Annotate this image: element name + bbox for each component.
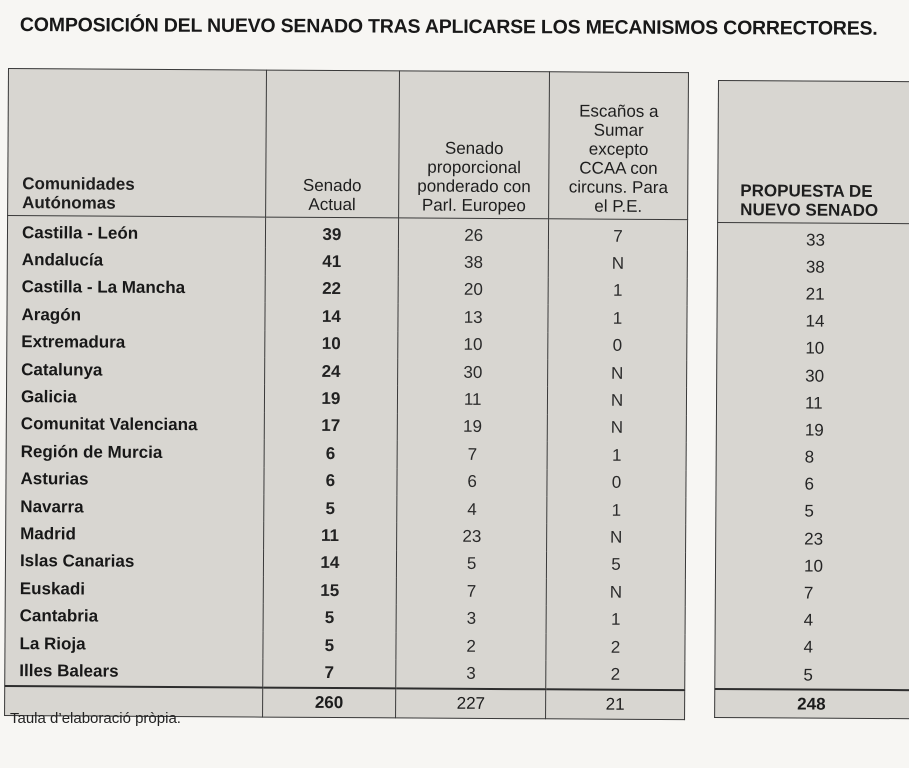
cell-escanos-a-sumar: 1 [548,277,687,305]
header-line: Parl. Europeo [421,195,526,216]
cell-propuesta: 38 [717,253,909,281]
cell-senado-proporcional: 4 [397,495,547,523]
header-line: Actual [308,194,356,215]
proposal-header [718,81,909,224]
table-row [7,216,687,251]
header-line: Senado [302,175,362,196]
cell-senado-actual: 15 [263,577,397,605]
proposal-row [716,471,909,499]
cell-escanos-a-sumar: 1 [546,606,685,634]
proposal-total: 248 [715,689,909,719]
cell-propuesta: 33 [717,223,909,255]
proposal-header-row [718,81,909,224]
header-senado-proporcional [399,71,550,219]
proposal-row [716,443,909,471]
cell-senado-proporcional: 26 [399,218,549,250]
cell-propuesta: 4 [715,634,909,662]
cell-comunidad: Galicia [6,383,264,412]
table-body [5,216,688,690]
cell-propuesta: 7 [715,579,909,607]
proposal-row [717,308,909,336]
table-row [6,493,686,525]
cell-senado-proporcional: 23 [397,523,547,551]
table-row [6,383,686,415]
source-note: Taula d’elaboració pròpia. [10,710,181,727]
header-line: Sumar [593,120,644,140]
cell-comunidad: Cantabria [5,602,263,631]
cell-senado-proporcional: 7 [397,577,547,605]
header-line: CCAA con [579,158,658,178]
proposal-header-line: NUEVO SENADO [740,200,879,220]
cell-senado-actual: 6 [263,467,397,495]
cell-senado-actual: 5 [262,631,396,659]
table-row [5,575,685,607]
header-line: Comunidades [22,174,135,194]
proposal-row [716,498,909,526]
header-line: Autónomas [22,193,116,213]
cell-escanos-a-sumar: 1 [547,441,686,469]
cell-comunidad: Navarra [6,493,264,522]
cell-senado-proporcional: 38 [399,249,549,277]
proposal-row [717,280,909,308]
total-escanos-a-sumar: 21 [546,689,685,719]
header-line: Senado [444,138,504,159]
cell-escanos-a-sumar: N [548,359,687,387]
header-senado-actual [265,70,400,218]
header-line: proporcional [427,157,521,178]
proposal-row [715,579,909,607]
cell-senado-actual: 11 [263,522,397,550]
cell-escanos-a-sumar: N [548,250,687,278]
cell-propuesta: 11 [716,389,909,417]
cell-comunidad: Región de Murcia [6,438,264,467]
proposal-row [716,525,909,553]
cell-comunidad: Euskadi [5,575,263,604]
proposal-total-row [715,689,909,719]
cell-propuesta: 21 [717,280,909,308]
proposal-row [715,661,909,690]
cell-escanos-a-sumar: N [548,387,687,415]
table-row [5,548,685,580]
cell-propuesta: 4 [715,607,909,635]
proposal-row [715,552,909,580]
cell-senado-proporcional: 11 [398,386,548,414]
proposal-row [716,389,909,417]
table-row [6,466,686,498]
table-row [6,520,686,552]
cell-propuesta: 8 [716,443,909,471]
proposal-row [717,223,909,255]
cell-escanos-a-sumar: 2 [546,661,685,690]
cell-senado-actual: 39 [265,217,399,249]
cell-propuesta: 14 [717,308,909,336]
cell-comunidad: Extremadura [7,329,265,358]
cell-comunidad: Asturias [6,466,264,495]
cell-escanos-a-sumar: 7 [549,219,688,251]
cell-senado-proporcional: 3 [396,660,546,689]
header-line: excepto [588,139,649,159]
cell-senado-proporcional: 10 [398,331,548,359]
header-line: el P.E. [594,196,643,216]
proposal-row [715,607,909,635]
cell-escanos-a-sumar: N [546,578,685,606]
cell-propuesta: 19 [716,416,909,444]
cell-senado-actual: 14 [264,303,398,331]
proposal-body [715,223,909,691]
cell-propuesta: 30 [717,362,909,390]
proposal-row [717,362,909,390]
cell-comunidad: Andalucía [7,246,265,275]
cell-senado-proporcional: 13 [398,304,548,332]
total-senado-proporcional: 227 [396,688,546,718]
cell-propuesta: 5 [715,661,909,690]
cell-escanos-a-sumar: 0 [547,469,686,497]
table-row [7,274,687,306]
cell-comunidad: Catalunya [7,356,265,385]
cell-escanos-a-sumar: N [547,414,686,442]
proposal-row [717,335,909,363]
cell-senado-proporcional: 2 [396,632,546,660]
cell-propuesta: 6 [716,471,909,499]
table-row [7,246,687,278]
cell-propuesta: 10 [717,335,909,363]
table-row [5,657,685,690]
cell-escanos-a-sumar: 2 [546,633,685,661]
page-title: COMPOSICIÓN DEL NUEVO SENADO TRAS APLICARSE LOS MECANISMOS CORRECTORES. [19,14,878,40]
cell-senado-proporcional: 5 [397,550,547,578]
cell-comunidad: Castilla - León [7,216,265,248]
table-row [6,438,686,470]
cell-senado-actual: 22 [265,275,399,303]
cell-propuesta: 10 [715,552,909,580]
cell-propuesta: 5 [716,498,909,526]
cell-comunidad: Islas Canarias [5,548,263,577]
cell-senado-actual: 41 [265,248,399,276]
cell-escanos-a-sumar: N [547,524,686,552]
cell-escanos-a-sumar: 1 [548,304,687,332]
header-line: Escaños a [579,101,659,121]
cell-senado-actual: 24 [264,358,398,386]
cell-senado-actual: 14 [263,549,397,577]
cell-comunidad: Comunitat Valenciana [6,411,264,440]
cell-senado-actual: 5 [263,494,397,522]
cell-senado-proporcional: 6 [397,468,547,496]
cell-senado-actual: 5 [263,604,397,632]
cell-senado-proporcional: 7 [397,441,547,469]
cell-senado-proporcional: 20 [398,276,548,304]
table-row [7,356,687,388]
table-row [5,602,685,634]
table-row [6,411,686,443]
proposal-header-line: PROPUESTA DE [740,181,873,201]
proposal-table [714,80,909,719]
cell-escanos-a-sumar: 0 [548,332,687,360]
cell-comunidad: La Rioja [5,630,263,659]
cell-senado-proporcional: 30 [398,358,548,386]
table-row [7,329,687,361]
total-senado-actual: 260 [262,687,396,717]
table-row [7,301,687,333]
cell-propuesta: 23 [716,525,909,553]
table-row [5,630,685,662]
cell-senado-proporcional: 3 [396,605,546,633]
cell-escanos-a-sumar: 5 [547,551,686,579]
cell-escanos-a-sumar: 1 [547,496,686,524]
cell-senado-actual: 17 [264,412,398,440]
proposal-row [717,253,909,281]
cell-senado-actual: 19 [264,385,398,413]
header-escanos-a-sumar [549,72,689,220]
table-header-row [8,69,689,220]
header-line: circuns. Para [568,177,668,198]
header-line: ponderado con [417,176,531,197]
cell-comunidad: Castilla - La Mancha [7,274,265,303]
cell-senado-actual: 10 [264,330,398,358]
cell-comunidad: Aragón [7,301,265,330]
cell-senado-proporcional: 19 [398,413,548,441]
cell-senado-actual: 6 [264,440,398,468]
proposal-row [715,634,909,662]
senate-composition-table [4,68,689,720]
cell-senado-actual: 7 [262,659,396,688]
cell-comunidad: Illes Balears [5,657,263,687]
proposal-row [716,416,909,444]
cell-comunidad: Madrid [6,520,264,549]
header-comunidades [8,69,266,218]
